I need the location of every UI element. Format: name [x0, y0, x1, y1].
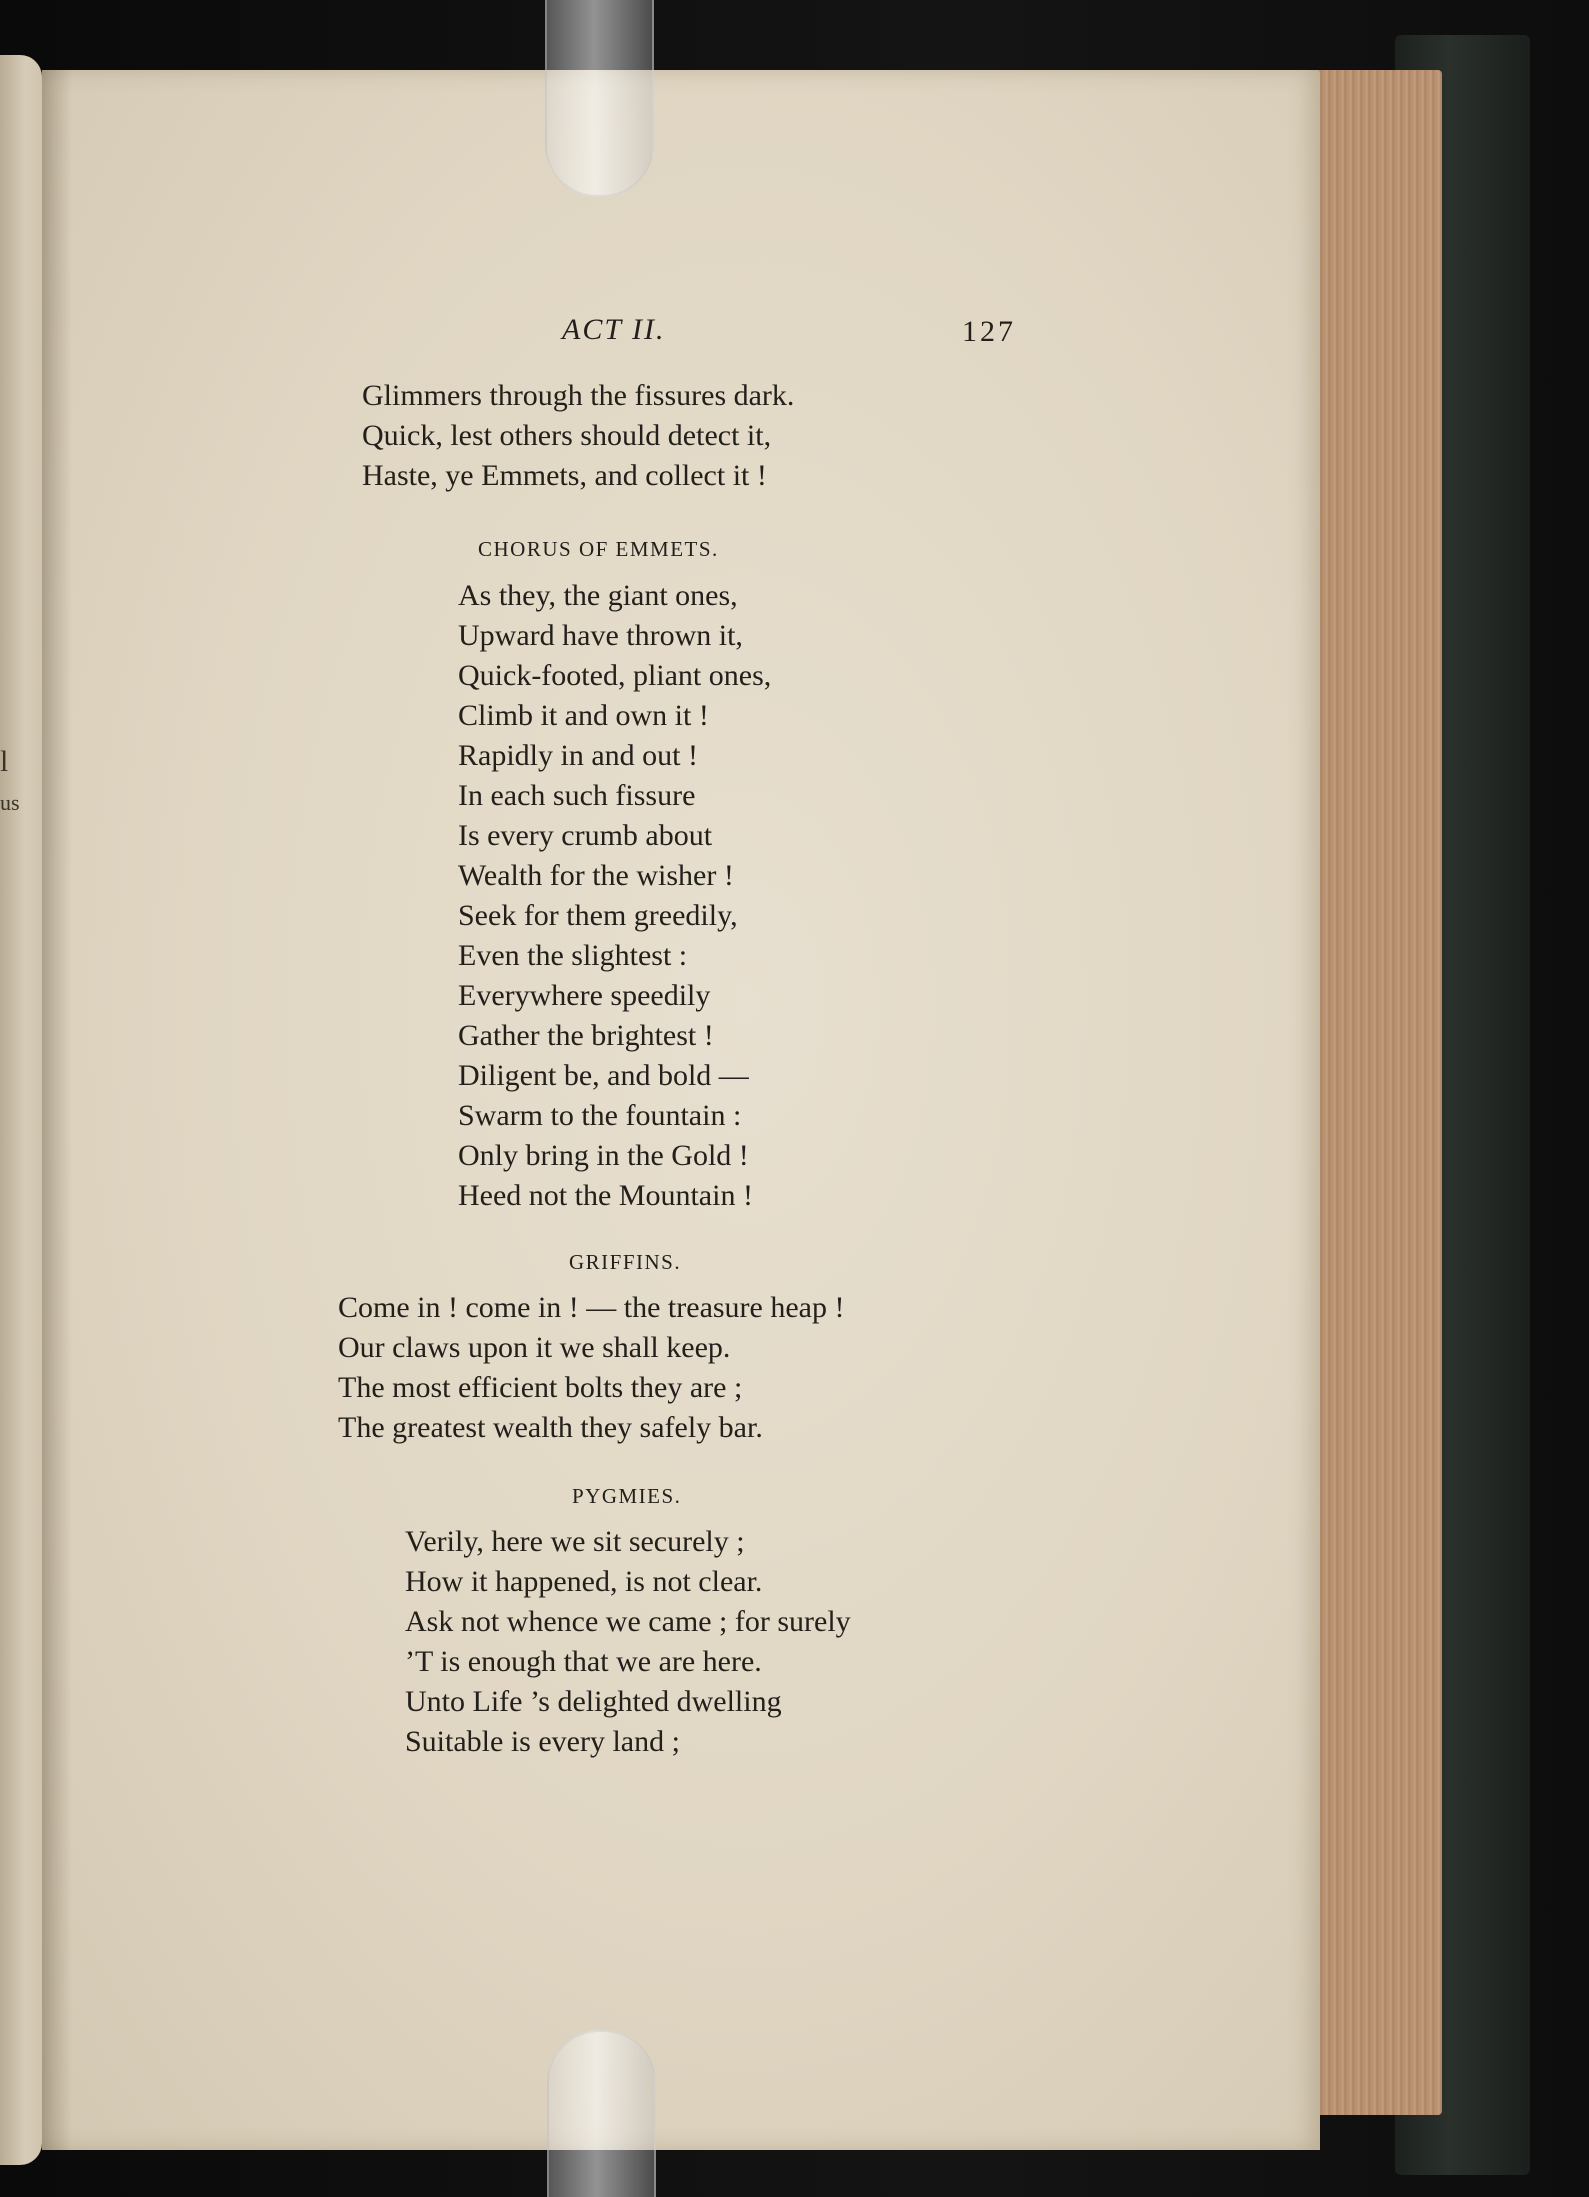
verse-line: As they, the giant ones, [458, 579, 738, 612]
opening-stanza [362, 376, 794, 496]
verse-line: ’T is enough that we are here. [405, 1645, 762, 1678]
page-number: 127 [962, 315, 1016, 348]
verse-line: Upward have thrown it, [458, 619, 743, 652]
verse-line: Heed not the Mountain ! [458, 1179, 753, 1212]
verse-line: In each such fissure [458, 779, 696, 812]
verse-line: Even the slightest : [458, 939, 688, 972]
pygmies-stanza [405, 1522, 851, 1762]
verse-line: Seek for them greedily, [458, 899, 738, 932]
verse-line: Is every crumb about [458, 819, 713, 852]
verse-line: Suitable is every land ; [405, 1725, 680, 1758]
page-clip-bottom [547, 2030, 656, 2197]
facing-page-edge [0, 55, 42, 2165]
verse-line: Come in ! come in ! — the treasure heap ! [338, 1291, 845, 1324]
verse-line: Haste, ye Emmets, and collect it ! [362, 459, 767, 492]
verse-line: Everywhere speedily [458, 979, 711, 1012]
page-clip-top [545, 0, 654, 197]
verse-line: Swarm to the fountain : [458, 1099, 742, 1132]
verse-line: How it happened, is not clear. [405, 1565, 763, 1598]
verse-line: Wealth for the wisher ! [458, 859, 734, 892]
verse-line: Diligent be, and bold — [458, 1059, 749, 1092]
griffins-stanza [338, 1288, 844, 1448]
verse-line: The greatest wealth they safely bar. [338, 1411, 763, 1444]
verse-line: The most efficient bolts they are ; [338, 1371, 743, 1404]
verse-line: Verily, here we sit securely ; [405, 1525, 745, 1558]
verse-line: Quick-footed, pliant ones, [458, 659, 772, 692]
verse-line: Rapidly in and out ! [458, 739, 698, 772]
verse-line: Our claws upon it we shall keep. [338, 1331, 731, 1364]
running-header-act: ACT II. [562, 313, 666, 346]
facing-page-fragment: us [0, 790, 20, 815]
speaker-heading: PYGMIES. [572, 1484, 682, 1508]
verse-line: Quick, lest others should detect it, [362, 419, 772, 452]
verse-line: Gather the brightest ! [458, 1019, 714, 1052]
verse-line: Climb it and own it ! [458, 699, 709, 732]
page-edges [1300, 70, 1442, 2115]
speaker-heading: GRIFFINS. [569, 1250, 682, 1274]
verse-line: Ask not whence we came ; for surely [405, 1605, 851, 1638]
chorus-stanza [458, 576, 771, 1216]
verse-line: Unto Life ’s delighted dwelling [405, 1685, 782, 1718]
speaker-heading: CHORUS OF EMMETS. [478, 537, 719, 561]
verse-line: Only bring in the Gold ! [458, 1139, 749, 1172]
verse-line: Glimmers through the fissures dark. [362, 379, 795, 412]
gutter-shadow [42, 70, 72, 2150]
facing-page-fragment: l [0, 745, 9, 778]
